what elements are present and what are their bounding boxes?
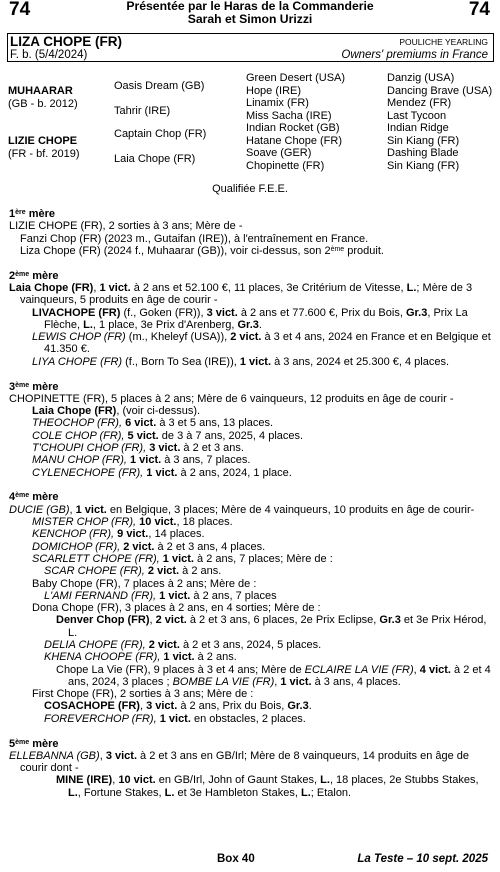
maternal-line <box>9 208 494 799</box>
produce-entry: FOREVERCHOP (FR), 1 vict. en obstacles, 2 places. <box>44 712 306 725</box>
dam-info: (FR - bf. 2019) <box>8 148 80 160</box>
section-heading: 4ème mère <box>9 491 59 504</box>
produce-entry: Fanzi Chop (FR) (2023 m., Gutaifan (IRE)), à l'entraînement en France. <box>20 232 369 245</box>
produce-entry: CYLENECHOPE (FR), 1 vict. à 2 ans, 2024, 1 place. <box>32 466 292 479</box>
pedigree-gen4: Sin Kiang (FR) <box>387 134 460 147</box>
pedigree-gen4: Dashing Blade <box>387 147 459 159</box>
pedigree-gen4: Danzig (USA) <box>387 72 455 84</box>
produce-entry: L'AMI FERNAND (FR), 1 vict. à 2 ans, 7 places <box>44 589 277 602</box>
produce-entry: Liza Chope (FR) (2024 f., Muhaarar (GB)), voir ci-dessus, son 2ème produit. <box>20 244 384 257</box>
produce-entry: MINE (IRE), 10 vict. en GB/Irl, John of Gaunt Stakes, L., 18 places, 2e Stubbs Stakes, L., Fortune Stakes, L. et 3e Hambleton Stakes, L.; Etalon. <box>56 774 479 799</box>
pedigree-gen3: Indian Rocket (GB) <box>246 122 340 134</box>
produce-entry: Dona Chope (FR), 3 places à 2 ans, en 4 sorties; Mère de : <box>32 602 321 615</box>
lot-number-right: 74 <box>468 0 490 20</box>
produce-entry: ELLEBANNA (GB), 3 vict. à 2 et 3 ans en GB/Irl; Mère de 8 vainqueurs, 14 produits en âge de courir dont - <box>9 749 470 775</box>
sale-place-date: La Teste – 10 sept. 2025 <box>357 853 488 865</box>
pedigree-gen3: Hope (IRE) <box>246 84 302 97</box>
horse-identity-box <box>7 33 494 62</box>
consignor-title <box>100 0 400 26</box>
produce-entry: COLE CHOP (FR), 5 vict. de 3 à 7 ans, 2025, 4 places. <box>32 429 304 442</box>
section-fourth-dam <box>9 491 494 725</box>
pedigree-gen3: Green Desert (USA) <box>246 72 346 84</box>
produce-entry: SCARLETT CHOPE (FR), 1 vict. à 2 ans, 7 places; Mère de : <box>32 552 333 565</box>
pedigree-gen4: Dancing Brave (USA) <box>387 84 493 97</box>
produce-entry: COSACHOPE (FR), 3 vict. à 2 ans, Prix du Bois, Gr.3. <box>44 700 312 713</box>
pedigree-gen2: Captain Chop (FR) <box>114 128 207 140</box>
pedigree-gen4: Sin Kiang (FR) <box>387 159 460 172</box>
section-heading: 1ère mère <box>9 208 55 220</box>
horse-details: F. b. (5/4/2024) <box>10 49 88 61</box>
pedigree-gen4: Indian Ridge <box>387 122 449 134</box>
horse-type: POULICHE YEARLING <box>399 37 488 47</box>
produce-entry: Baby Chope (FR), 7 places à 2 ans; Mère de : <box>32 577 257 590</box>
qualification-note: Qualifiée F.E.E. <box>212 183 288 195</box>
produce-entry: First Chope (FR), 2 sorties à 3 ans; Mère de : <box>32 688 254 701</box>
pedigree-gen4: Last Tycoon <box>387 109 447 122</box>
produce-entry: Denver Chop (FR), 2 vict. à 2 et 3 ans, 6 places, 2e Prix Eclipse, Gr.3 et 3e Prix Hérod, L. <box>56 614 487 639</box>
section-heading: 3ème mère <box>9 380 59 393</box>
consignor-line-1: Présentée par le Haras de la Commanderie <box>126 0 374 13</box>
section-third-dam <box>9 381 494 479</box>
sire-info: (GB - b. 2012) <box>8 98 78 110</box>
premiums-note: Owners' premiums in France <box>341 49 488 61</box>
produce-entry: MISTER CHOP (FR), 10 vict., 18 places. <box>32 516 233 529</box>
box-number: Box 40 <box>217 853 255 865</box>
section-heading: 2ème mère <box>9 269 59 282</box>
pedigree-gen3: Linamix (FR) <box>246 97 309 109</box>
produce-entry: DOMICHOP (FR), 2 vict. à 2 et 3 ans, 4 places. <box>32 540 266 553</box>
produce-entry: Chope La Vie (FR), 9 places à 3 et 4 ans; Mère de ECLAIRE LA VIE (FR), 4 vict. à 2 et 4 ans, 2024, 3 places ; BOMBE LA VIE (FR), 1 vict. à 3 ans, 4 places. <box>56 663 491 688</box>
horse-name: LIZA CHOPE (FR) <box>10 34 122 49</box>
pedigree-gen2: Laia Chope (FR) <box>114 153 196 165</box>
produce-entry: LEWIS CHOP (FR) (m., Kheleyf (USA)), 2 vict. à 3 et 4 ans, 2024 en France et en Belgique et 41.350 €. <box>32 331 491 356</box>
pedigree-gen3: Hatane Chope (FR) <box>246 134 342 147</box>
pedigree-gen4: Mendez (FR) <box>387 97 452 109</box>
produce-entry: LIYA CHOPE (FR) (f., Born To Sea (IRE)), 1 vict. à 3 ans, 2024 et 25.300 €, 4 places. <box>32 355 449 368</box>
produce-entry: LIVACHOPE (FR) (f., Goken (FR)), 3 vict. à 2 ans et 77.600 €, Prix du Bois, Gr.3, Prix La Flèche, L., 1 place, 3e Prix d'Arenberg, Gr.3. <box>32 306 468 331</box>
produce-entry: Laia Chope (FR), 1 vict. à 2 ans et 52.100 €, 11 places, 3e Critérium de Vitesse, L.; Mère de 3 vainqueurs, 5 produits en âge de courir - <box>9 281 473 307</box>
pedigree-table <box>0 72 500 177</box>
page-footer <box>0 853 500 869</box>
produce-entry: THEOCHOP (FR), 6 vict. à 3 et 5 ans, 13 places. <box>32 417 274 430</box>
produce-entry: KENCHOP (FR), 9 vict., 14 places. <box>32 528 205 541</box>
produce-entry: MANU CHOP (FR), 1 vict. à 3 ans, 7 places. <box>32 454 251 467</box>
produce-entry: LIZIE CHOPE (FR), 2 sorties à 3 ans; Mère de - <box>9 220 243 233</box>
section-second-dam <box>9 270 494 368</box>
pedigree-gen3: Miss Sacha (IRE) <box>246 109 332 122</box>
consignor-line-2: Sarah et Simon Urizzi <box>187 12 313 26</box>
produce-entry: KHENA CHOOPE (FR), 1 vict. à 2 ans. <box>44 651 237 664</box>
produce-entry: SCAR CHOPE (FR), 2 vict. à 2 ans. <box>44 565 222 578</box>
pedigree-gen3: Soave (GER) <box>246 147 312 159</box>
produce-entry: T'CHOUPI CHOP (FR), 3 vict. à 2 et 3 ans. <box>32 442 244 455</box>
sire-name: MUHAARAR <box>8 85 73 97</box>
produce-entry: CHOPINETTE (FR), 5 places à 2 ans; Mère de 6 vainqueurs, 12 produits en âge de courir - <box>9 392 454 405</box>
catalogue-header <box>0 0 500 36</box>
section-heading: 5ème mère <box>9 737 59 750</box>
section-first-dam <box>9 208 494 257</box>
lot-number-left: 74 <box>9 0 31 20</box>
section-fifth-dam <box>9 738 494 799</box>
pedigree-gen2: Oasis Dream (GB) <box>114 80 205 92</box>
produce-entry: Laia Chope (FR), (voir ci-dessus). <box>32 405 201 418</box>
pedigree-gen3: Chopinette (FR) <box>246 159 325 172</box>
produce-entry: DUCIE (GB), 1 vict. en Belgique, 3 places; Mère de 4 vainqueurs, 10 produits en âge de courir- <box>9 503 475 516</box>
dam-name: LIZIE CHOPE <box>8 135 78 147</box>
produce-entry: DELIA CHOPE (FR), 2 vict. à 2 et 3 ans, 2024, 5 places. <box>44 639 322 651</box>
pedigree-gen2: Tahrir (IRE) <box>114 105 171 117</box>
